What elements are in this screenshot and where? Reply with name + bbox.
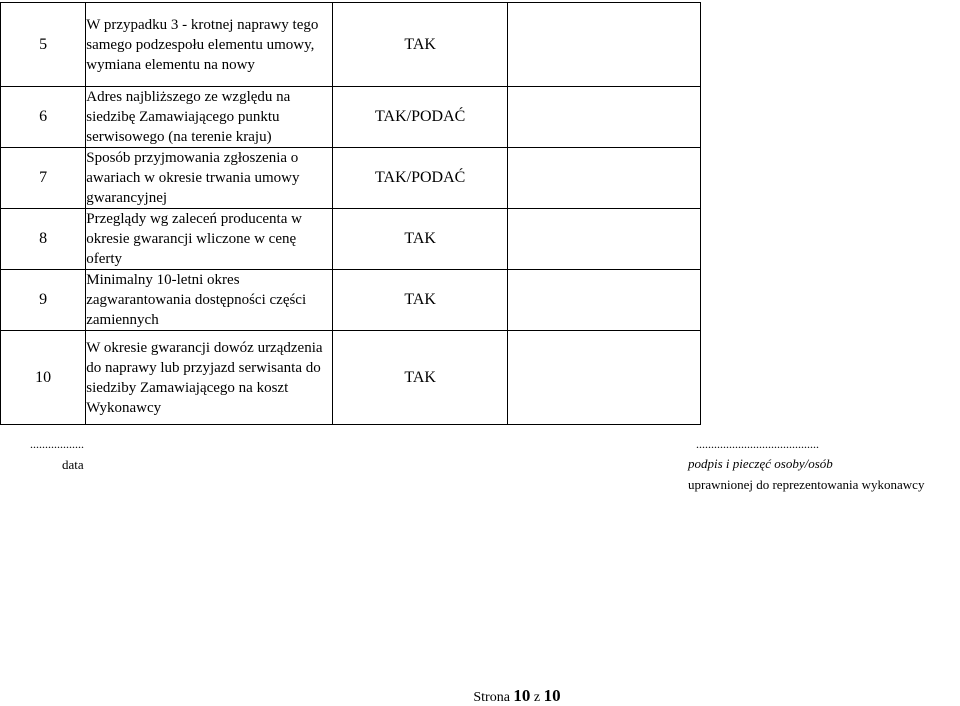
date-dotted-line: ..................: [30, 437, 84, 451]
requirement-description: Minimalny 10-letni okres zagwarantowania dostępności części zamiennych: [86, 270, 333, 331]
signature-label-authorized: uprawnionej do reprezentowania wykonawcy: [688, 477, 925, 492]
page-number: [0, 686, 960, 706]
specification-table: [0, 2, 701, 425]
requirement-description: W okresie gwarancji dowóz urządzenia do naprawy lub przyjazd serwisanta do siedziby Zamawiającego na koszt Wykonawcy: [86, 331, 333, 425]
requirement-value: TAK/PODAĆ: [332, 148, 508, 209]
page-number-prefix: Strona: [473, 690, 510, 705]
row-number: 10: [1, 331, 86, 425]
table-row: [1, 3, 701, 87]
table-row: [1, 331, 701, 425]
offered-parameter-cell: [508, 3, 701, 87]
table-row: [1, 270, 701, 331]
row-number: 5: [1, 3, 86, 87]
requirement-value: TAK: [332, 3, 508, 87]
table-row: [1, 209, 701, 270]
offered-parameter-cell: [508, 270, 701, 331]
requirement-value: TAK/PODAĆ: [332, 87, 508, 148]
offered-parameter-cell: [508, 148, 701, 209]
date-label: data: [62, 457, 84, 472]
table-row: [1, 148, 701, 209]
offered-parameter-cell: [508, 87, 701, 148]
page-number-total: 10: [543, 686, 561, 705]
table-row: [1, 87, 701, 148]
offered-parameter-cell: [508, 209, 701, 270]
requirement-value: TAK: [332, 270, 508, 331]
requirement-value: TAK: [332, 331, 508, 425]
row-number: 6: [1, 87, 86, 148]
row-number: 7: [1, 148, 86, 209]
requirement-description: W przypadku 3 - krotnej naprawy tego samego podzespołu elementu umowy, wymiana elementu na nowy: [86, 3, 333, 87]
requirement-description: Adres najbliższego ze względu na siedzibę Zamawiającego punktu serwisowego (na terenie kraju): [86, 87, 333, 148]
requirement-value: TAK: [332, 209, 508, 270]
page-number-current: 10: [513, 686, 531, 705]
signature-dotted-line: .........................................: [696, 437, 819, 451]
signature-label: podpis i pieczęć osoby/osób: [688, 456, 833, 471]
requirement-description: Przeglądy wg zaleceń producenta w okresie gwarancji wliczone w cenę oferty: [86, 209, 333, 270]
offered-parameter-cell: [508, 331, 701, 425]
row-number: 9: [1, 270, 86, 331]
row-number: 8: [1, 209, 86, 270]
page-number-separator: z: [533, 690, 541, 705]
requirement-description: Sposób przyjmowania zgłoszenia o awariach w okresie trwania umowy gwarancyjnej: [86, 148, 333, 209]
